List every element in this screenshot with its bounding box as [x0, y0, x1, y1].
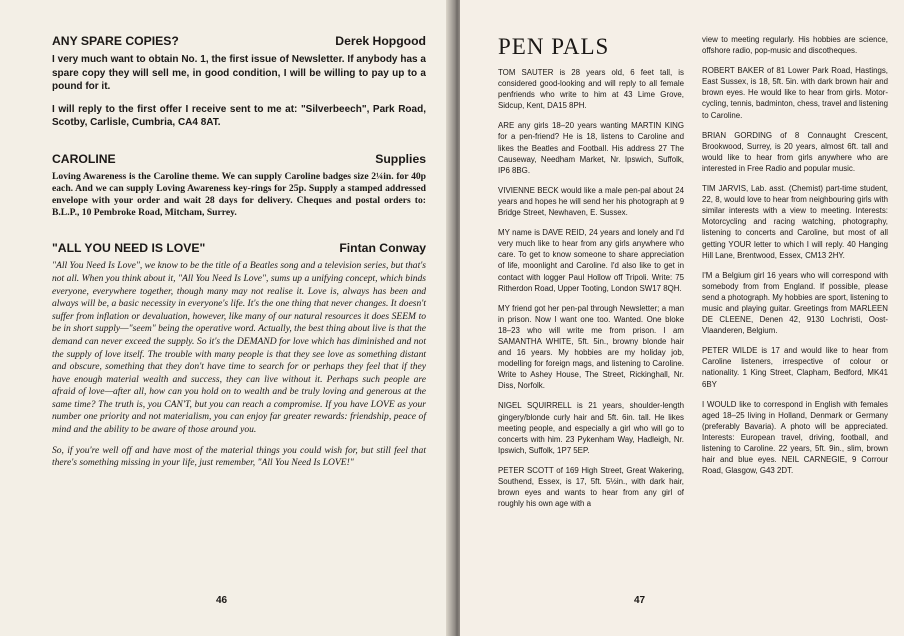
section-heading: CAROLINE: [52, 151, 116, 166]
section-header: [52, 241, 426, 255]
pen-pal-ad: MY friend got her pen-pal through Newsletter; a man in prison. Now I want one too. Wanted. One bloke 18–23 who will write me from prison. I am SAMANTHA WHITE, 5ft. 5in., browny blonde hair and 16 years. My hobbies are my holiday job, modelling for foreign mags, and listening to Caroline. Write to Ashey House, The Street, Rickinghall, Nr. Diss, Norfolk.: [498, 303, 684, 391]
section-header: [52, 34, 426, 48]
pen-pal-ad: view to meeting regularly. His hobbies are science, offshore radio, pop-music and discotheques.: [702, 35, 888, 56]
pen-pal-ad: VIVIENNE BECK would like a male pen-pal about 24 years and hopes he will send her his photograph at 9 Bridge Street, Newhaven, E. Sussex.: [498, 185, 684, 218]
pen-pal-ad: TOM SAUTER is 28 years old, 6 feet tall, is considered good-looking and will reply to all female penfriends who write to him at 43 Lime Grove, Sidcup, Kent, DA15 8PH.: [498, 68, 684, 111]
section-caroline-supplies: [52, 152, 426, 219]
pen-pal-ad: I'M a Belgium girl 16 years who will correspond with somebody from from England. If possible, please send a photograph. My hobbies are sport, listening to music and playing guitar. Greetings from MARLEEN DE CLEENE, Denen 42, 9130 Lochristi, Oost-Vlaanderen, Belgium.: [702, 270, 888, 336]
section-author: Fintan Conway: [339, 241, 426, 256]
column-2: [702, 34, 888, 518]
section-heading: "ALL YOU NEED IS LOVE": [52, 241, 206, 256]
section-subheading: Supplies: [375, 151, 426, 166]
pen-pal-ad: NIGEL SQUIRRELL is 21 years, shoulder-length gingery/blonde curly hair and 5ft. 6in. tall. He likes meeting people, and especially a girl who will go to concerts with him. 23 Pykenham Way, Hadleigh, Nr. Ipswich, Suffolk, 1P7 5EP.: [498, 401, 684, 455]
section-heading: ANY SPARE COPIES?: [52, 34, 179, 48]
column-1: [498, 34, 684, 518]
page-number: 46: [216, 595, 228, 606]
pen-pal-ad: TIM JARVIS, Lab. asst. (Chemist) part-time student, 22, 8, would love to hear from neighbouring girls with similar interests with a view to meeting. Interests: Motorcycling and racing watching, photography, listening to concerts and Caroline, but most of all getting YOUR letter to which I will reply. 40 Hanging Hill Lane, Brentwood, Essex, CM13 2HY.: [702, 184, 888, 260]
section-author: Derek Hopgood: [335, 34, 426, 48]
pen-pal-ad: PETER WILDE is 17 and would like to hear from Caroline listeners, irrespective of colour or nationality. 1 King Street, Clapham, Bedford, MK41 6BY: [702, 346, 888, 389]
paragraph: I very much want to obtain No. 1, the first issue of Newsletter. If anybody has a spare copy they will sell me, in good condition, I will be willing to pay up to a pound for it.: [52, 54, 426, 93]
pen-pal-ad: ARE any girls 18–20 years wanting MARTIN KING for a pen-friend? He is 18, listens to Caroline and likes the Beatles and Football. His address 27 The Causeway, Needham Market, Nr. Ipswich, Suffolk, IP6 8BG.: [498, 121, 684, 175]
paragraph: "All You Need Is Love", we know to be the title of a Beatles song and a television series, but that's not all. When you think about it, "All You Need Is Love", sums up a unifying concept, which binds everyone, everywhere together, though many may not realise it. Love is, always has been and always will be, a basic necessity in everyone's life. It's the one thing that never changes. It doesn't suffer from inflation or devaluation, however, like many of our natural resources it does SEEM to be in short supply—"seem" being the operative word. Actually, the best thing about live is that the demand can never exceed the supply. So it's the DEMAND for love which has diminished and not the supply of love itself. The trouble with many people is that they see love as something distant and obscure, something that they don't have time to search for or perhaps they feel that if they have enough material wealth and success, they can live without it. Perhaps such people are afraid of love—after all, how can you hold on to wealth and be truly loving and generous at the same time? The truth is, you CAN'T, but you can reach a compromise. If you have LOVE as your number one priority and not materialism, you can enjoy far greater rewards: friendship, peace of mind and the ability to be aware of those around you.: [52, 260, 426, 436]
right-page: [460, 0, 904, 636]
paragraph: I will reply to the first offer I receive sent to me at: "Silverbeech", Park Road, Scotby, Carlisle, Cumbria, CA4 8AT.: [52, 103, 426, 129]
page-number: 47: [634, 595, 646, 606]
pen-pal-ad: I WOULD like to correspond in English with females aged 18–25 living in Holland, Denmark or Germany (preferably Bavaria). A photo will be appreciated. Interests: European travel, driving, football, and listening to Caroline. 22 years, 5ft. 9in., slim, brown hair and blue eyes. NEIL CARNEGIE, 9 Corrour Road, Glasgow, G43 2DT.: [702, 399, 888, 476]
pen-pal-ad: ROBERT BAKER of 81 Lower Park Road, Hastings, East Sussex, is 18, 5ft. 5in. with dark brown hair and brown eyes. He would like to hear from girls. Motor-cycling, tennis, badminton, chess, travel and listening to Caroline.: [702, 66, 888, 120]
section-all-you-need-is-love: [52, 241, 426, 470]
page-title: PEN PALS: [498, 34, 610, 59]
section-spare-copies: [52, 34, 426, 130]
pen-pal-ad: PETER SCOTT of 169 High Street, Great Wakering, Southend, Essex, is 17, 5ft. 5½in., with dark hair, brown eyes and wants to hear from any girl of roughly his own age with a: [498, 465, 684, 509]
section-header: [52, 152, 426, 166]
paragraph: Loving Awareness is the Caroline theme. We can supply Caroline badges size 2¼in. for 40p each. And we can supply Loving Awareness key-rings for 25p. Supply a stamped addressed envelope with your order and wait 28 days for delivery. Cheques and postal orders to: B.L.P., 10 Pembroke Road, Mitcham, Surrey.: [52, 170, 426, 219]
paragraph: So, if you're well off and have most of the material things you could wish for, but still feel that there's something missing in your life, just remember, "All You Need Is LOVE!": [52, 444, 426, 469]
pen-pal-ad: BRIAN GORDING of 8 Connaught Crescent, Brookwood, Surrey, is 20 years, almost 6ft. tall and would like to hear from girls anywhere who are interested in Free Radio and popular music.: [702, 130, 888, 173]
pen-pal-ad: MY name is DAVE REID, 24 years and lonely and I'd very much like to hear from any girls anywhere who care. To get to know someone to share appreciation of life, moonlight and Caroline. I'd also like to get in contact with logger Paul Hollow off Tripoli. Write: 75 Ritherdon Road, Upper Tooting, London SW17 8QH.: [498, 228, 684, 293]
pen-pals-columns: [498, 34, 890, 518]
